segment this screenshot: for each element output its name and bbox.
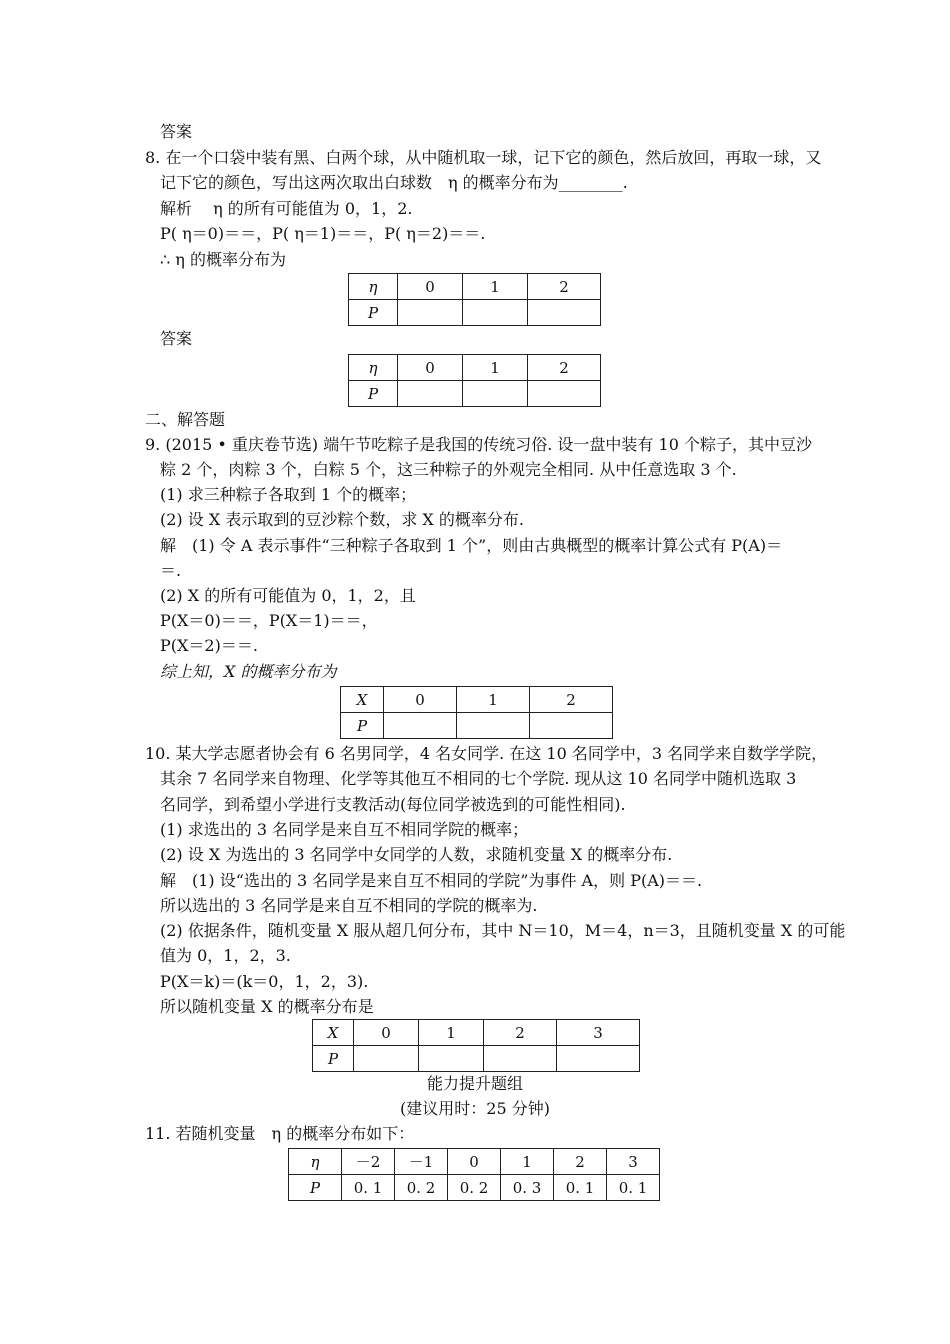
table-cell	[419, 1046, 484, 1072]
q9-solution-line5: P(X＝2)＝＝.	[160, 636, 258, 655]
table-cell	[528, 300, 601, 326]
table-cell	[398, 300, 463, 326]
table-cell: η	[349, 355, 398, 381]
q9-solution-line3: (2) X 的所有可能值为 0，1，2，且	[160, 586, 416, 605]
table-row	[349, 300, 601, 326]
q11-stem: 11. 若随机变量 η 的概率分布如下：	[145, 1124, 415, 1143]
q8-solution-line3: ∴ η 的概率分布为	[160, 250, 286, 269]
table-cell: 0	[398, 274, 463, 300]
table-cell: 0. 3	[501, 1175, 554, 1201]
table-cell: P	[289, 1175, 342, 1201]
q9-solution-line2: ＝.	[160, 561, 182, 580]
table-cell	[528, 381, 601, 407]
table-cell: 1	[501, 1149, 554, 1175]
table-cell: P	[349, 300, 398, 326]
table-cell: 0	[384, 687, 457, 713]
table-cell	[398, 381, 463, 407]
table-cell	[484, 1046, 557, 1072]
prev-answer-label: 答案	[160, 122, 193, 141]
table-cell: 3	[607, 1149, 660, 1175]
table-cell: 2	[554, 1149, 607, 1175]
table-row	[349, 355, 601, 381]
section-heading: 二、解答题	[145, 410, 226, 429]
q10-stem-line2: 其余 7 名同学来自物理、化学等其他互不相同的七个学院. 现从这 10 名同学中随机选取 3	[160, 769, 797, 788]
table-cell: 2	[530, 687, 613, 713]
q10-distribution-table	[312, 1019, 640, 1072]
q9-solution-line1: 解 (1) 令 A 表示事件“三种粽子各取到 1 个”，则由古典概型的概率计算公式有 P(A)＝	[160, 536, 783, 555]
table-cell: 0	[398, 355, 463, 381]
table-cell: 2	[528, 274, 601, 300]
q9-question-1: (1) 求三种粽子各取到 1 个的概率；	[160, 485, 417, 504]
table-row	[289, 1175, 660, 1201]
q11-distribution-table	[288, 1148, 660, 1201]
q10-stem-line1: 10. 某大学志愿者协会有 6 名男同学，4 名女同学. 在这 10 名同学中，3 名同学来自数学学院，	[145, 744, 828, 763]
group-suggested-time: (建议用时：25 分钟)	[400, 1099, 550, 1118]
table-cell: 1	[419, 1020, 484, 1046]
table-cell	[457, 713, 530, 739]
table-row	[349, 274, 601, 300]
q9-solution-line6: 综上知，X 的概率分布为	[160, 662, 337, 681]
table-cell: η	[289, 1149, 342, 1175]
table-cell: 1	[463, 355, 528, 381]
table-cell: 0. 1	[342, 1175, 395, 1201]
q10-stem-line3: 名同学，到希望小学进行支教活动(每位同学被选到的可能性相同).	[160, 795, 626, 814]
table-cell: 0. 2	[395, 1175, 448, 1201]
q9-stem-line2: 粽 2 个，肉粽 3 个，白粽 5 个，这三种粽子的外观完全相同. 从中任意选取 3 个.	[160, 460, 737, 479]
table-cell	[530, 713, 613, 739]
q10-solution-line3: (2) 依据条件，随机变量 X 服从超几何分布，其中 N＝10，M＝4，n＝3，且随机变量 X 的可能	[160, 921, 846, 940]
q9-solution-line4: P(X＝0)＝＝，P(X＝1)＝＝，	[160, 611, 378, 630]
q8-distribution-table-2	[348, 354, 601, 407]
table-row	[313, 1046, 640, 1072]
q8-solution-line2: P( η＝0)＝＝，P( η＝1)＝＝，P( η＝2)＝＝.	[160, 224, 486, 243]
q9-question-2: (2) 设 X 表示取到的豆沙粽个数，求 X 的概率分布.	[160, 510, 524, 529]
table-cell: 2	[484, 1020, 557, 1046]
q10-solution-line6: 所以随机变量 X 的概率分布是	[160, 997, 374, 1016]
table-cell: 0. 1	[554, 1175, 607, 1201]
q8-stem-line2: 记下它的颜色，写出这两次取出白球数 η 的概率分布为________.	[160, 173, 628, 192]
table-cell	[463, 381, 528, 407]
table-cell: 0	[448, 1149, 501, 1175]
table-cell: 0. 1	[607, 1175, 660, 1201]
table-cell: P	[349, 381, 398, 407]
table-cell: P	[341, 713, 384, 739]
table-cell	[384, 713, 457, 739]
table-row	[289, 1149, 660, 1175]
q10-solution-line2: 所以选出的 3 名同学是来自互不相同的学院的概率为.	[160, 896, 538, 915]
q8-distribution-table-1	[348, 273, 601, 326]
q10-solution-line1: 解 (1) 设“选出的 3 名同学是来自互不相同的学院”为事件 A，则 P(A)＝＝.	[160, 871, 703, 890]
table-row	[341, 713, 613, 739]
table-cell: 3	[557, 1020, 640, 1046]
q8-answer-label: 答案	[160, 329, 193, 348]
q10-question-2: (2) 设 X 为选出的 3 名同学中女同学的人数，求随机变量 X 的概率分布.	[160, 845, 673, 864]
table-cell: 1	[457, 687, 530, 713]
q8-solution-line1: 解析 η 的所有可能值为 0，1，2.	[160, 199, 413, 218]
table-cell	[354, 1046, 419, 1072]
table-cell: η	[349, 274, 398, 300]
table-cell	[557, 1046, 640, 1072]
table-row	[341, 687, 613, 713]
table-cell: 0. 2	[448, 1175, 501, 1201]
q8-stem-line1: 8. 在一个口袋中装有黑、白两个球，从中随机取一球，记下它的颜色，然后放回，再取一球，又	[145, 148, 822, 167]
table-cell: －2	[342, 1149, 395, 1175]
table-cell: X	[341, 687, 384, 713]
table-row	[349, 381, 601, 407]
table-row	[313, 1020, 640, 1046]
table-cell	[463, 300, 528, 326]
group-title: 能力提升题组	[426, 1074, 523, 1093]
q10-solution-line5: P(X＝k)＝(k＝0，1，2，3).	[160, 972, 369, 991]
table-cell: 1	[463, 274, 528, 300]
q9-stem-line1: 9. (2015 • 重庆卷节选) 端午节吃粽子是我国的传统习俗. 设一盘中装有 10 个粽子，其中豆沙	[145, 435, 812, 454]
q9-distribution-table	[340, 686, 613, 739]
table-cell: X	[313, 1020, 354, 1046]
table-cell: －1	[395, 1149, 448, 1175]
q10-solution-line4: 值为 0，1，2，3.	[160, 946, 291, 965]
table-cell: 0	[354, 1020, 419, 1046]
table-cell: 2	[528, 355, 601, 381]
q10-question-1: (1) 求选出的 3 名同学是来自互不相同学院的概率；	[160, 820, 529, 839]
table-cell: P	[313, 1046, 354, 1072]
